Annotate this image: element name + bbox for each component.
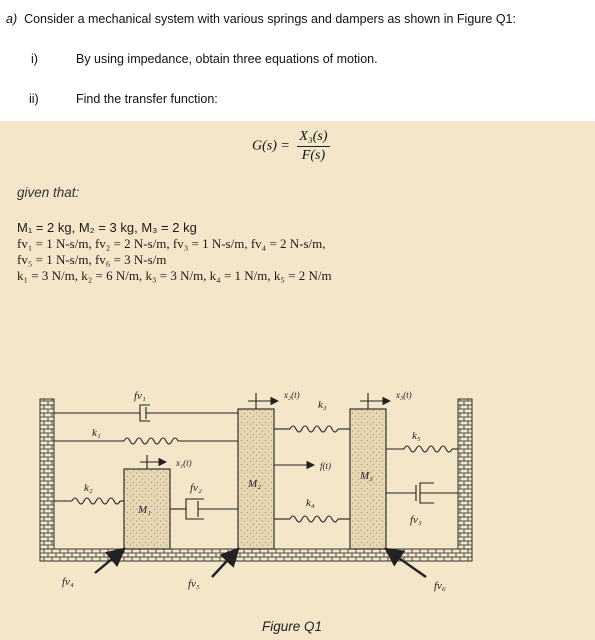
part-a-prefix: a) (6, 12, 18, 26)
sub-question-i-number: i) (31, 52, 38, 66)
damper-fv3 (386, 483, 458, 503)
label-x2: x₂(t) (284, 390, 300, 400)
given-dampers-line-1: fv₁ = 1 N-s/m, fv₂ = 2 N-s/m, fv₃ = 1 N-s/m, fv₄ = 2 N-s/m, (17, 236, 326, 251)
given-dampers-line-2: fv₅ = 1 N-s/m, fv₆ = 3 N-s/m (17, 252, 167, 267)
spring-k5 (386, 446, 458, 452)
spring-k2 (54, 498, 124, 504)
spring-k1 (54, 438, 238, 444)
label-k4: k₄ (306, 497, 315, 509)
sub-question-ii-text: Find the transfer function: (76, 92, 218, 106)
label-fv2: fv₂ (190, 482, 202, 494)
label-M1: M₁ (138, 504, 151, 516)
transfer-function-numerator: X₃(s) (297, 129, 329, 147)
x1-arrow (140, 455, 166, 469)
part-a-text: Consider a mechanical system with various springs and dampers as shown in Figure Q1: (24, 12, 516, 26)
spring-k3 (274, 426, 350, 432)
label-fv5: fv₅ (188, 578, 200, 590)
given-masses: M₁ = 2 kg, M₂ = 3 kg, M₃ = 2 kg (17, 220, 197, 235)
label-k1: k₁ (92, 427, 101, 439)
spring-k4 (274, 516, 350, 522)
x2-arrow (248, 393, 278, 409)
transfer-function-denominator: F(s) (301, 148, 326, 163)
sub-question-i-text: By using impedance, obtain three equations of motion. (76, 52, 378, 66)
transfer-function-lhs: G(s) = (252, 138, 290, 154)
scanned-figure-panel (0, 121, 595, 640)
x3-arrow (360, 393, 390, 409)
label-x1: x₁(t) (176, 458, 192, 468)
label-M2: M₂ (248, 478, 261, 490)
floor (40, 549, 472, 561)
left-wall (40, 399, 54, 549)
right-wall (458, 399, 472, 549)
label-k5: k₅ (412, 430, 421, 442)
label-k3: k₃ (318, 399, 327, 411)
given-springs: k₁ = 3 N/m, k₂ = 6 N/m, k₃ = 3 N/m, k₄ = 1 N/m, k₅ = 2 N/m (17, 268, 332, 283)
label-fv4: fv₄ (62, 576, 74, 588)
damper-fv1 (54, 405, 238, 421)
label-x3: x₃(t) (396, 390, 412, 400)
label-M3: M₃ (360, 470, 373, 482)
sub-question-ii-number: ii) (29, 92, 39, 106)
figure-caption: Figure Q1 (262, 619, 323, 634)
transfer-function-equation (252, 129, 330, 164)
transfer-function-fraction (297, 129, 329, 164)
label-fv1: fv₁ (134, 390, 146, 402)
label-k2: k₂ (84, 482, 93, 494)
given-heading: given that: (17, 185, 80, 200)
label-fv3: fv₃ (410, 514, 422, 526)
damper-fv2 (170, 499, 238, 519)
question-part-a (6, 12, 516, 26)
label-fv6: fv₆ (434, 580, 446, 592)
mechanical-system-diagram (0, 121, 595, 640)
label-force: f(t) (320, 461, 331, 471)
